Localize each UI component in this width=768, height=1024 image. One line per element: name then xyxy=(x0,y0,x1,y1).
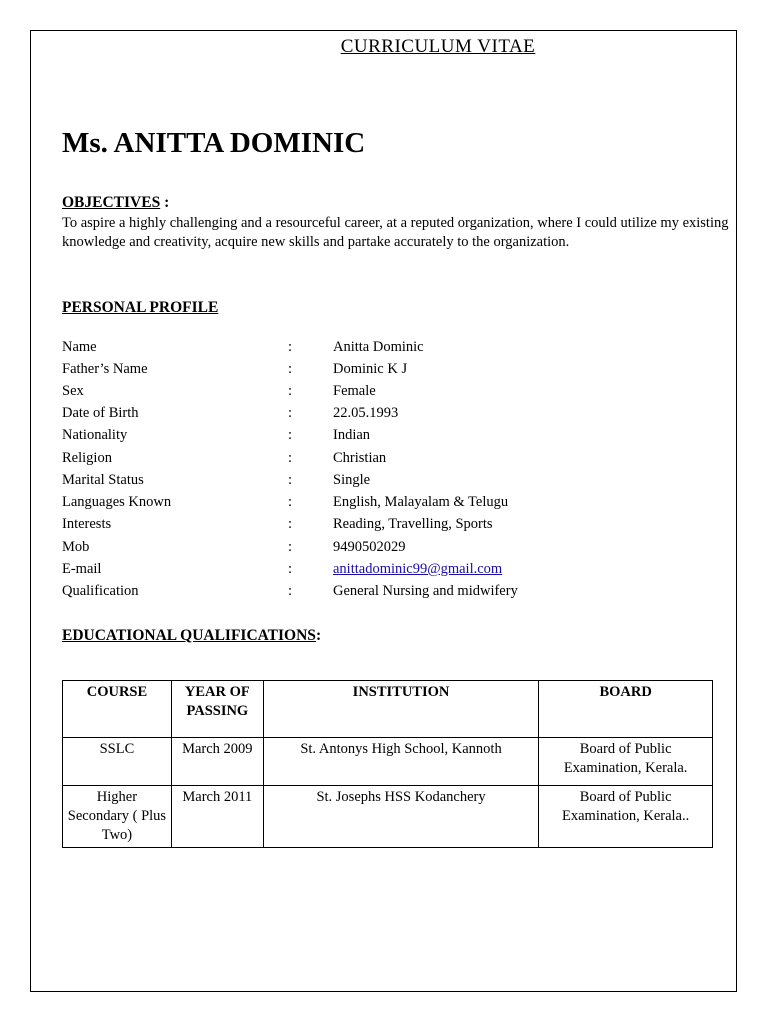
profile-row-fathers-name xyxy=(62,358,662,380)
profile-value: 22.05.1993 xyxy=(333,405,399,421)
profile-row-religion xyxy=(62,447,662,469)
cell-course: Higher Secondary ( Plus Two) xyxy=(63,786,172,848)
profile-row-sex xyxy=(62,380,662,402)
education-heading-colon: : xyxy=(315,627,322,644)
profile-value: English, Malayalam & Telugu xyxy=(333,494,509,510)
objectives-heading-label: OBJECTIVES xyxy=(62,194,161,211)
profile-value: Reading, Travelling, Sports xyxy=(333,516,493,532)
cell-course: SSLC xyxy=(63,738,172,786)
candidate-name: Ms. ANITTA DOMINIC xyxy=(62,127,366,159)
document-title: CURRICULUM VITAE xyxy=(340,36,536,57)
profile-label: Nationality xyxy=(62,427,128,443)
profile-label: Date of Birth xyxy=(62,405,139,421)
profile-label: Sex xyxy=(62,383,84,399)
cell-institution: St. Josephs HSS Kodanchery xyxy=(263,786,538,848)
profile-colon: : xyxy=(288,405,293,421)
profile-label: Languages Known xyxy=(62,494,172,510)
profile-value: Dominic K J xyxy=(333,361,408,377)
profile-colon: : xyxy=(288,450,293,466)
profile-label: Name xyxy=(62,339,97,355)
column-header-course: COURSE xyxy=(63,681,172,738)
profile-label: Father’s Name xyxy=(62,361,148,377)
profile-colon: : xyxy=(288,561,293,577)
profile-colon: : xyxy=(288,427,293,443)
column-header-year: YEAR OF PASSING xyxy=(171,681,263,738)
cell-year: March 2011 xyxy=(171,786,263,848)
cell-board: Board of Public Examination, Kerala. xyxy=(539,738,713,786)
table-header-row xyxy=(63,681,713,738)
column-header-institution: INSTITUTION xyxy=(263,681,538,738)
profile-colon: : xyxy=(288,583,293,599)
profile-row-marital-status xyxy=(62,469,662,491)
objectives-heading-colon: : xyxy=(160,194,170,211)
profile-value: 9490502029 xyxy=(333,539,406,555)
table-row xyxy=(63,738,713,786)
column-header-board: BOARD xyxy=(539,681,713,738)
profile-value: Female xyxy=(333,383,376,399)
cell-board: Board of Public Examination, Kerala.. xyxy=(539,786,713,848)
profile-label: Mob xyxy=(62,539,90,555)
profile-value: Christian xyxy=(333,450,387,466)
profile-colon: : xyxy=(288,472,293,488)
profile-label: Marital Status xyxy=(62,472,144,488)
profile-row-interests xyxy=(62,513,662,535)
profile-row-email xyxy=(62,558,662,580)
profile-colon: : xyxy=(288,494,293,510)
education-table xyxy=(62,680,713,848)
personal-profile-heading xyxy=(62,299,218,317)
profile-row-mob xyxy=(62,536,662,558)
cell-institution: St. Antonys High School, Kannoth xyxy=(263,738,538,786)
email-link[interactable]: anittadominic99@gmail.com xyxy=(333,561,503,577)
personal-profile-heading-label: PERSONAL PROFILE xyxy=(62,299,219,316)
profile-value: Single xyxy=(333,472,371,488)
profile-row-name xyxy=(62,336,662,358)
profile-label: E-mail xyxy=(62,561,102,577)
profile-row-date-of-birth xyxy=(62,402,662,424)
profile-colon: : xyxy=(288,516,293,532)
table-row xyxy=(63,786,713,848)
objectives-text: To aspire a highly challenging and a resourceful career, at a reputed organization, where I could utilize my existing knowledge and creativity, acquire new skills and partake accurately to the organization. xyxy=(62,215,729,250)
profile-value: Indian xyxy=(333,427,371,443)
profile-label: Qualification xyxy=(62,583,139,599)
objectives-heading xyxy=(62,194,169,212)
cell-year: March 2009 xyxy=(171,738,263,786)
profile-value: General Nursing and midwifery xyxy=(333,583,518,599)
profile-colon: : xyxy=(288,539,293,555)
profile-colon: : xyxy=(288,383,293,399)
education-heading-label: EDUCATIONAL QUALIFICATIONS xyxy=(62,627,316,644)
education-heading xyxy=(62,627,321,645)
profile-colon: : xyxy=(288,339,293,355)
profile-label: Religion xyxy=(62,450,112,466)
profile-colon: : xyxy=(288,361,293,377)
profile-row-languages xyxy=(62,491,662,513)
profile-row-qualification xyxy=(62,580,662,602)
profile-row-nationality xyxy=(62,424,662,446)
profile-label: Interests xyxy=(62,516,112,532)
profile-value: Anitta Dominic xyxy=(333,339,424,355)
